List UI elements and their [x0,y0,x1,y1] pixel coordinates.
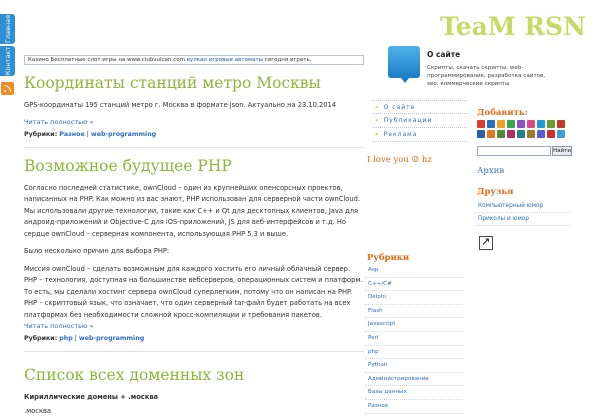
search-button[interactable]: Найти [552,146,572,156]
about-text: Скрипты, скачать скрипты, web-программирование, разработка сайтов, seo, коммерческие скрипты [427,64,552,88]
rubric-list-item[interactable]: C++/C# [365,278,463,292]
main-content [24,55,364,417]
bookmark-service-icon[interactable] [527,130,535,138]
post-text: Миссия ownCloud – сделать возможным для каждого хостить его личный облачный сервер. PHP – технология, доступная на большинстве вебсерверов, операционных систем и платформ. То есть, мы сделали хостинг сервера ownCloud суперлегким, потому что он написан на PHP. PHP – скриптовый язык, что означает, что один серверный tar-файл будет работать на всех платформах без необходимости сложной кросс-компиляции и требования пакетов. [24,264,364,322]
bookmark-service-icon[interactable] [497,120,505,128]
bookmark-service-icon[interactable] [477,130,485,138]
search-form [477,146,573,156]
chat-bubble-icon [388,46,420,78]
ad-bar [24,55,364,65]
rubric-list-item[interactable]: Asp [365,264,463,278]
rubric-link[interactable]: Разное [59,131,84,138]
tab-home-label: Главная [4,15,12,43]
nav-menu [372,100,467,142]
bookmark-service-icon[interactable] [517,130,525,138]
read-more-link[interactable]: Читать полностью » [24,118,364,126]
bookmark-service-icon[interactable] [537,130,545,138]
bookmark-service-icon[interactable] [517,120,525,128]
post-rubrics [24,335,364,342]
bookmark-service-icon[interactable] [547,130,555,138]
bookmark-service-icon[interactable] [507,130,515,138]
bookmark-service-icon[interactable] [487,120,495,128]
rubric-list-item[interactable]: Delphi [365,291,463,305]
menu-label: Публикации [384,117,433,124]
tab-contact[interactable] [0,46,15,76]
menu-item-publications[interactable] [372,114,467,128]
rubric-list-item[interactable]: Разное [365,400,463,414]
rubrics-label: Рубрики: [24,335,57,342]
bookmark-icons [477,120,567,138]
divider [24,147,364,148]
rubrics-heading: Рубрики [367,253,409,263]
post-rubrics [24,131,364,138]
friend-link[interactable]: Компьютерный юмор [475,200,570,213]
post-text: Было несколько причин для выбора PHP: [24,246,364,258]
menu-item-ads[interactable] [372,128,467,142]
menu-item-about[interactable] [372,100,467,114]
post-title[interactable]: Координаты станций метро Москвы [24,74,364,92]
tab-home[interactable] [0,14,15,44]
friends-heading: Друзья [477,187,513,197]
post-text: .москва [24,406,364,417]
bookmark-service-icon[interactable] [527,120,535,128]
bookmark-service-icon[interactable] [497,130,505,138]
post-title[interactable]: Возможное будущее PHP [24,157,364,175]
rss-icon[interactable] [1,82,14,95]
friend-link[interactable]: Приколы и юмор [475,213,570,226]
counter-icon[interactable] [479,236,493,250]
arrow-icon: » [375,104,380,111]
rubric-link[interactable]: php [59,335,73,342]
bookmark-service-icon[interactable] [547,120,555,128]
rubric-list-item[interactable]: Perl [365,332,463,346]
post-title[interactable]: Список всех доменных зон [24,366,364,384]
arrow-icon: » [375,131,380,138]
rubrics-list [365,264,463,414]
ad-suffix: сегодня играть. [265,57,312,63]
rubric-list-item[interactable]: php [365,346,463,360]
rubric-list-item[interactable]: Администрирование [365,373,463,387]
bookmark-service-icon[interactable] [507,120,515,128]
rubric-list-item[interactable]: Базы данных [365,386,463,400]
read-more-link[interactable]: Читать полностью » [24,322,364,330]
tab-contact-label: Контакт [4,47,12,75]
rubric-list-item[interactable]: Python [365,359,463,373]
friends-list [475,200,570,226]
site-title[interactable]: TeaM RSN [440,12,586,41]
archive-heading[interactable]: Архив [477,166,504,176]
post-text: GPS-координаты 195 станций метро г. Москва в формате json. Актуально на 23.10.2014 [24,100,364,112]
search-input[interactable] [477,146,551,156]
divider [24,351,364,352]
ad-link[interactable]: вулкан игровые автоматы [187,57,263,63]
bookmark-service-icon[interactable] [537,120,545,128]
rubric-sep: | [87,131,89,138]
i-love-you-heading: I love you ☺ hz [367,155,432,165]
arrow-icon: » [375,117,380,124]
menu-label: О сайте [384,104,416,111]
about-title: О сайте [427,50,460,59]
rubrics-label: Рубрики: [24,131,57,138]
rubric-link[interactable]: web-programming [79,335,144,342]
post-subhead: Кириллические домены + .москва [24,392,364,404]
post-text: Согласно последней статистике, ownCloud – один из крупнейших опенсорсных проектов, написанных на PHP. Как можно из вас знают, PHP использован для серверной части ownCloud. Мы использовали другие технологии, такие как C++ и Qt для десктопных клиентов, Java для андроид-приложений и Objective-C для iOS-приложений, JS для веб-интерфейсов и т.д. Но сердце ownCloud – серверная компонента, использующая PHP 5.3 и выше. [24,183,364,241]
rubric-list-item[interactable]: Javascript [365,318,463,332]
rubric-list-item[interactable]: Flash [365,305,463,319]
rubric-sep: | [75,335,77,342]
side-tabs [0,0,16,400]
bookmark-service-icon[interactable] [557,130,565,138]
bookmark-service-icon[interactable] [477,120,485,128]
rubric-link[interactable]: web-programming [91,131,156,138]
menu-label: Реклама [384,131,418,138]
ad-prefix: Казино Бесплатные слот игры на www.clubvulcan.com [28,57,185,63]
add-heading: Добавить: [477,108,528,118]
bookmark-service-icon[interactable] [557,120,565,128]
bookmark-service-icon[interactable] [487,130,495,138]
